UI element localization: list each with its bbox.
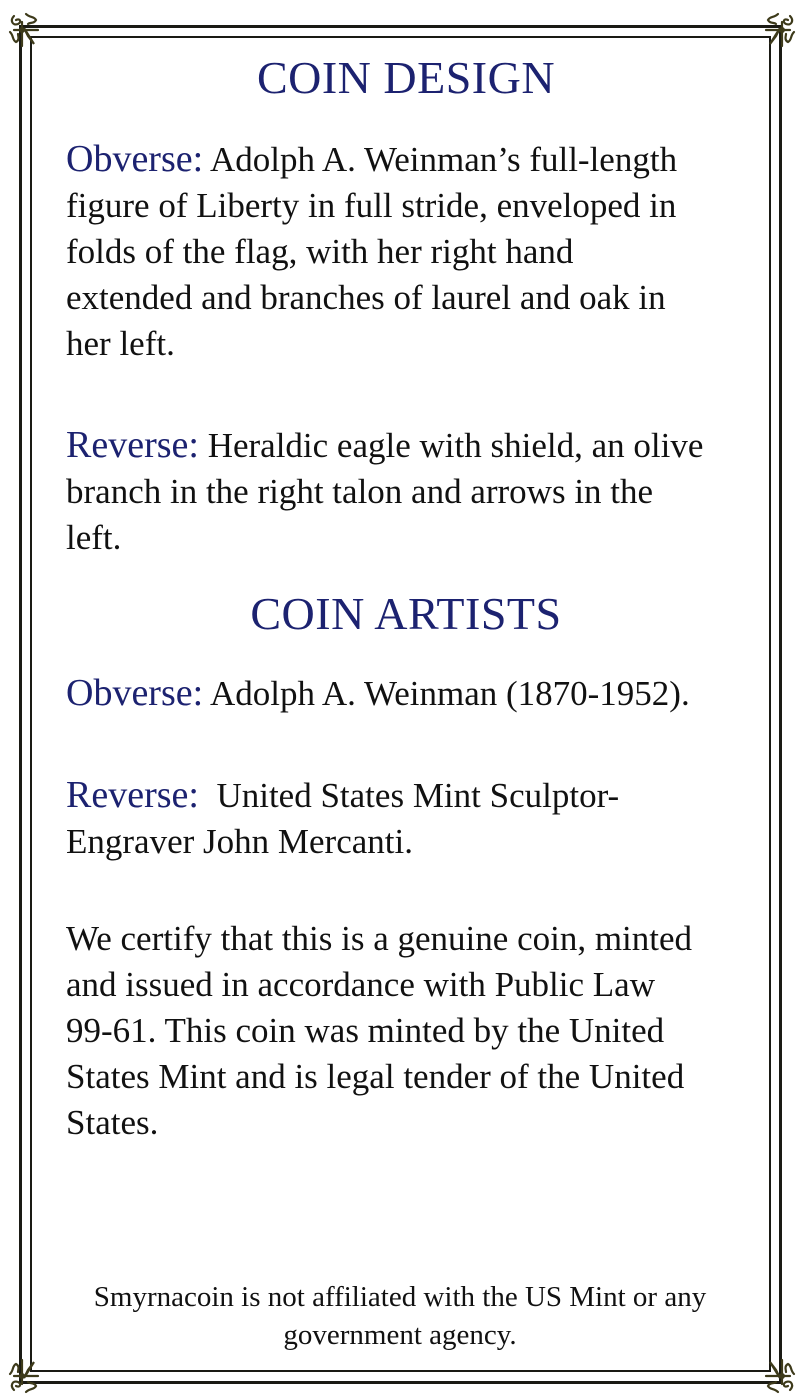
artists-reverse-paragraph <box>66 772 726 865</box>
design-obverse-label: Obverse: <box>66 138 204 180</box>
frame-outer-top <box>19 25 781 28</box>
coin-artists-heading: COIN ARTISTS <box>250 588 562 639</box>
fleuron-ornament-icon <box>4 1352 48 1396</box>
frame-inner-left <box>30 36 32 1372</box>
artists-obverse-paragraph <box>66 670 706 717</box>
artists-reverse-label: Reverse: <box>66 774 199 816</box>
frame-inner-top <box>30 36 770 38</box>
frame-inner-bottom <box>30 1370 770 1372</box>
artists-reverse-text: United States Mint Sculptor-Engraver John Mercanti. <box>66 776 620 861</box>
frame-outer-left <box>19 25 22 1384</box>
design-obverse-text: Adolph A. Weinman’s full-length figure of Liberty in full stride, enveloped in folds of the flag, with her right hand extended and branches of laurel and oak in her left. <box>66 140 678 363</box>
artists-obverse-text: Adolph A. Weinman (1870-1952). <box>210 674 690 713</box>
design-reverse-text: Heraldic eagle with shield, an olive branch in the right talon and arrows in the left. <box>66 426 704 557</box>
design-reverse-paragraph <box>66 422 706 561</box>
fleuron-ornament-icon <box>756 1352 800 1396</box>
frame-outer-right <box>779 25 782 1384</box>
artists-obverse-label: Obverse: <box>66 672 204 714</box>
design-reverse-label: Reverse: <box>66 424 199 466</box>
fleuron-ornament-icon <box>756 10 800 54</box>
fleuron-ornament-icon <box>4 10 48 54</box>
frame-inner-right <box>769 36 771 1372</box>
coin-design-heading: COIN DESIGN <box>256 52 556 103</box>
frame-outer-bottom <box>19 1381 781 1384</box>
design-obverse-paragraph <box>66 136 706 367</box>
certification-statement: We certify that this is a genuine coin, minted and issued in accordance with Public Law 99-61. This coin was minted by the United States Mint and is legal tender of the United States. <box>66 919 693 1142</box>
disclaimer-text: Smyrnacoin is not affiliated with the US Mint or any government agency. <box>93 1281 707 1351</box>
